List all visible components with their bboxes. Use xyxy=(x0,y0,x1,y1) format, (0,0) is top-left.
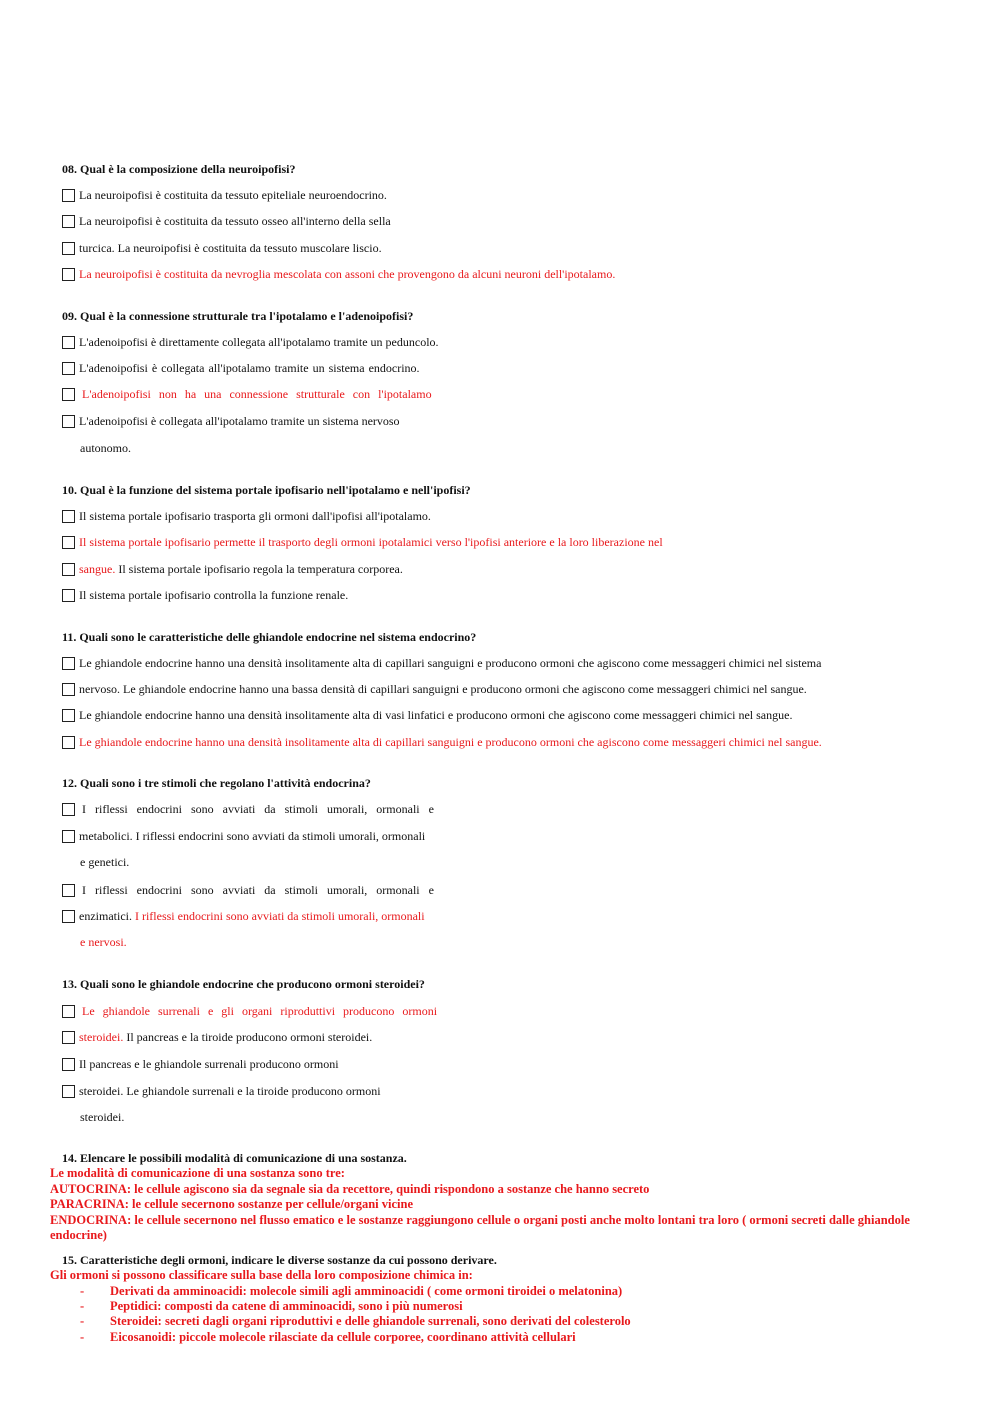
question-13-title: 13. Quali sono le ghiandole endocrine che producono ormoni steroidei? xyxy=(62,977,425,991)
checkbox[interactable] xyxy=(62,884,75,897)
checkbox[interactable] xyxy=(62,510,75,523)
checkbox[interactable] xyxy=(62,362,75,375)
q09-option-3-correct[interactable]: L'adenoipofisi non ha una connessione strutturale con l'ipotalamo xyxy=(62,385,432,403)
q14-answer-endocrina-continued: endocrine) xyxy=(50,1228,107,1242)
checkbox[interactable] xyxy=(62,415,75,428)
question-08-title: 08. Qual è la composizione della neuroipofisi? xyxy=(62,162,296,176)
checkbox[interactable] xyxy=(62,215,75,228)
q15-bullet-eicosanoidi: - Eicosanoidi: piccole molecole rilasciate da cellule corporee, coordinano attività cellulari xyxy=(80,1330,576,1344)
checkbox[interactable] xyxy=(62,388,75,401)
q12-option-2-continued: e genetici. xyxy=(80,855,130,869)
question-15-title: 15. Caratteristiche degli ormoni, indicare le diverse sostanze da cui possono derivare. xyxy=(62,1253,497,1267)
q13-option-2[interactable]: steroidei. Il pancreas e la tiroide producono ormoni steroidei. xyxy=(62,1028,372,1046)
q12-option-3[interactable]: I riflessi endocrini sono avviati da stimoli umorali, ormonali e xyxy=(62,881,434,899)
q13-option-3[interactable]: Il pancreas e le ghiandole surrenali producono ormoni xyxy=(62,1055,339,1073)
checkbox[interactable] xyxy=(62,1058,75,1071)
q08-option-1[interactable]: La neuroipofisi è costituita da tessuto epiteliale neuroendocrino. xyxy=(62,186,387,204)
checkbox[interactable] xyxy=(62,563,75,576)
q09-option-1[interactable]: L'adenoipofisi è direttamente collegata all'ipotalamo tramite un peduncolo. xyxy=(62,333,439,351)
q11-option-3[interactable]: Le ghiandole endocrine hanno una densità insolitamente alta di vasi linfatici e producono ormoni che agiscono come messaggeri chimici nel sangue. xyxy=(62,706,792,724)
q10-option-1[interactable]: Il sistema portale ipofisario trasporta gli ormoni dall'ipofisi all'ipotalamo. xyxy=(62,507,431,525)
question-09-title: 09. Qual è la connessione strutturale tra l'ipotalamo e l'adenoipofisi? xyxy=(62,309,414,323)
q13-option-4[interactable]: steroidei. Le ghiandole surrenali e la tiroide producono ormoni xyxy=(62,1082,381,1100)
checkbox[interactable] xyxy=(62,1031,75,1044)
checkbox[interactable] xyxy=(62,268,75,281)
q15-bullet-amminoacidi: - Derivati da amminoacidi: molecole simili agli amminoacidi ( come ormoni tiroidei o melatonina) xyxy=(80,1284,623,1298)
checkbox[interactable] xyxy=(62,683,75,696)
checkbox[interactable] xyxy=(62,709,75,722)
q12-option-4-correct[interactable]: enzimatici. I riflessi endocrini sono avviati da stimoli umorali, ormonali xyxy=(62,907,425,925)
checkbox[interactable] xyxy=(62,910,75,923)
question-10-title: 10. Qual è la funzione del sistema portale ipofisario nell'ipotalamo e nell'ipofisi? xyxy=(62,483,471,497)
checkbox[interactable] xyxy=(62,803,75,816)
q14-answer-autocrina: AUTOCRINA: le cellule agiscono sia da segnale sia da recettore, quindi rispondono a sostanze che hanno secreto xyxy=(50,1182,650,1196)
q09-option-4[interactable]: L'adenoipofisi è collegata all'ipotalamo tramite un sistema nervoso xyxy=(62,412,400,430)
checkbox[interactable] xyxy=(62,536,75,549)
q08-option-3[interactable]: turcica. La neuroipofisi è costituita da tessuto muscolare liscio. xyxy=(62,239,382,257)
q10-option-3[interactable]: sangue. Il sistema portale ipofisario regola la temperatura corporea. xyxy=(62,560,403,578)
q14-answer-paracrina: PARACRINA: le cellule secernono sostanze per cellule/organi vicine xyxy=(50,1197,414,1211)
q11-option-2[interactable]: nervoso. Le ghiandole endocrine hanno una bassa densità di capillari sanguigni e producono ormoni che agiscono come messaggeri chimici nel sangue. xyxy=(62,680,807,698)
q12-option-1[interactable]: I riflessi endocrini sono avviati da stimoli umorali, ormonali e xyxy=(62,800,434,818)
q15-bullet-peptidici: - Peptidici: composti da catene di amminoacidi, sono i più numerosi xyxy=(80,1299,463,1313)
q10-option-4[interactable]: Il sistema portale ipofisario controlla la funzione renale. xyxy=(62,586,348,604)
q13-option-4-continued: steroidei. xyxy=(80,1110,125,1124)
question-12-title: 12. Quali sono i tre stimoli che regolano l'attività endocrina? xyxy=(62,776,371,790)
checkbox[interactable] xyxy=(62,189,75,202)
checkbox[interactable] xyxy=(62,1005,75,1018)
q11-option-1[interactable]: Le ghiandole endocrine hanno una densità insolitamente alta di capillari sanguigni e producono ormoni che agiscono come messaggeri chimici nel sistema xyxy=(62,654,821,672)
q14-answer-intro: Le modalità di comunicazione di una sostanza sono tre: xyxy=(50,1166,345,1180)
q10-option-2-correct[interactable]: Il sistema portale ipofisario permette il trasporto degli ormoni ipotalamici verso l'ipofisi anteriore e la loro liberazione nel xyxy=(62,533,663,551)
checkbox[interactable] xyxy=(62,657,75,670)
checkbox[interactable] xyxy=(62,736,75,749)
checkbox[interactable] xyxy=(62,830,75,843)
q15-bullet-steroidei: - Steroidei: secreti dagli organi riproduttivi e delle ghiandole surrenali, sono derivati del colesterolo xyxy=(80,1314,631,1328)
checkbox[interactable] xyxy=(62,242,75,255)
checkbox[interactable] xyxy=(62,589,75,602)
checkbox[interactable] xyxy=(62,336,75,349)
q08-option-2[interactable]: La neuroipofisi è costituita da tessuto osseo all'interno della sella xyxy=(62,212,391,230)
q11-option-4-correct[interactable]: Le ghiandole endocrine hanno una densità insolitamente alta di capillari sanguigni e producono ormoni che agiscono come messaggeri chimici nel sangue. xyxy=(62,733,822,751)
q12-option-4-continued: e nervosi. xyxy=(80,935,127,949)
q13-option-1-correct[interactable]: Le ghiandole surrenali e gli organi riproduttivi producono ormoni xyxy=(62,1002,437,1020)
q14-answer-endocrina: ENDOCRINA: le cellule secernono nel flusso ematico e le sostanze raggiungono cellule o organi posti anche molto lontani tra loro ( ormoni secreti dalle ghiandole xyxy=(50,1213,910,1227)
q12-option-2[interactable]: metabolici. I riflessi endocrini sono avviati da stimoli umorali, ormonali xyxy=(62,827,425,845)
question-11-title: 11. Quali sono le caratteristiche delle ghiandole endocrine nel sistema endocrino? xyxy=(62,630,477,644)
q09-option-4-continued: autonomo. xyxy=(80,441,131,455)
q08-option-4-correct[interactable]: La neuroipofisi è costituita da nevroglia mescolata con assoni che provengono da alcuni neuroni dell'ipotalamo. xyxy=(62,265,615,283)
question-14-title: 14. Elencare le possibili modalità di comunicazione di una sostanza. xyxy=(62,1151,407,1165)
q09-option-2[interactable]: L'adenoipofisi è collegata all'ipotalamo tramite un sistema endocrino. xyxy=(62,359,420,377)
q15-answer-intro: Gli ormoni si possono classificare sulla base della loro composizione chimica in: xyxy=(50,1268,473,1282)
checkbox[interactable] xyxy=(62,1085,75,1098)
